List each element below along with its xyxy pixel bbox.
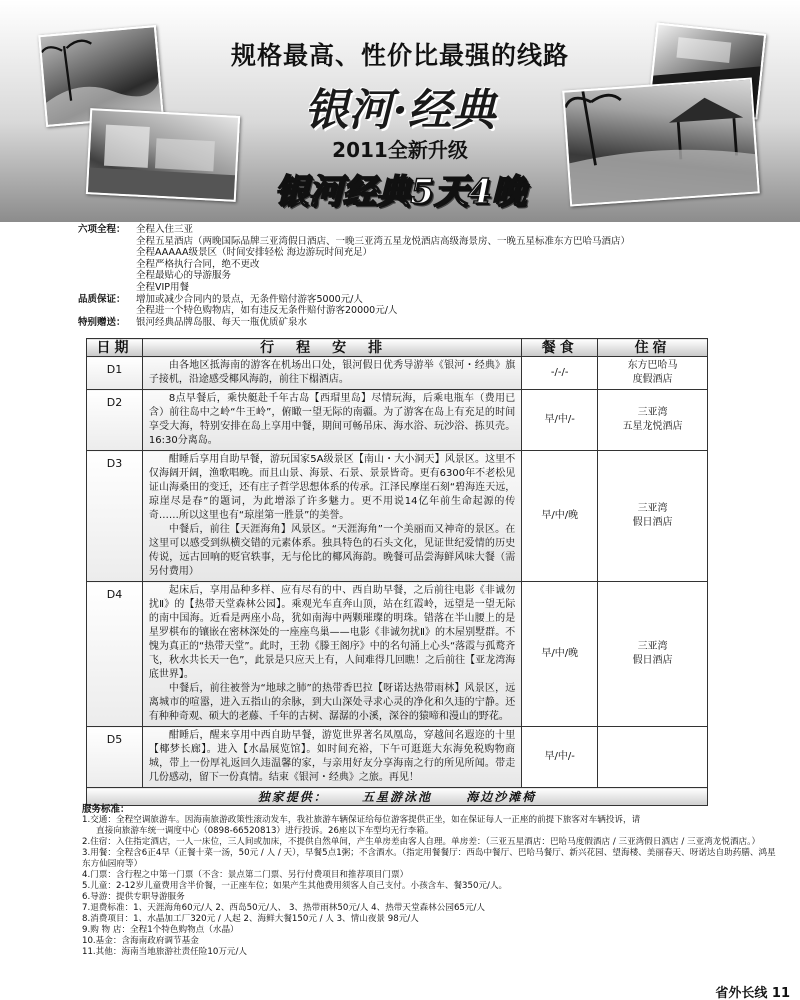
banner <box>0 0 800 222</box>
feature-item: 全程入住三亚 <box>136 224 194 235</box>
itinerary-row <box>87 451 708 582</box>
day-cell: D4 <box>87 582 143 727</box>
plan-paragraph: 酣睡后享用自助早餐，游玩国家5A级景区【南山・大小洞天】风景区。这里不仅海阔开阔，渔歌唱晚。而且山景、海景、石景、景景皆奇。更有6300年不老松见证山海桑田的变迁，还有庄子哲学思想体系的传承。江泽民摩崖石刻“碧海连天远，琼崖尽是春”的题词，为此增添了许多魅力。更不用说14亿年前生命起源的传奇……所以这里也有“琼崖第一胜景”的美誉。 <box>148 454 516 521</box>
meal-cell: -/-/- <box>522 357 598 390</box>
hotel-cell <box>598 727 708 788</box>
hotel-line: 假日酒店 <box>632 655 673 666</box>
feature-group <box>78 224 778 294</box>
upgrade-tagline: 2011全新升级 <box>332 138 468 162</box>
standard-line: 4.门票：含行程之中第一门票（不含：景点第二门票、另行付费项目和推荐项目门票） <box>82 870 409 880</box>
day-cell: D2 <box>87 390 143 451</box>
day-cell: D1 <box>87 357 143 390</box>
plan-paragraph: 8点早餐后，乘快艇赴千年古岛【西瑁里岛】尽情玩海，后乘电瓶车（费用已含）前往岛中之岭“牛王岭”，俯瞰一望无际的南疆。为了游客在岛上有充足的时间享受大海，特别安排在岛上享用中餐，期间可畅吊床、海水浴、玩沙浴、拣贝壳。16:30分离岛。 <box>148 393 516 446</box>
header-meal: 餐食 <box>522 339 598 357</box>
hotel-line: 假日酒店 <box>632 517 673 528</box>
feature-item: 全程进一个特色购物店，如有违反无条件赔付游客20000元/人 <box>136 305 398 317</box>
itinerary-row <box>87 357 708 390</box>
itinerary-row <box>87 390 708 451</box>
plan-paragraph: 起床后，享用品种多样、应有尽有的中、西自助早餐，之后前往电影《非诚勿扰Ⅱ》的【热带天堂森林公园】。乘观光车直奔山顶，站在红霞岭，远望是一望无际的南中国海。近看是两座小岛，犹如南海中两颗璀璨的明珠。错落在半山腰上的是星罗棋布的镶嵌在密林深处的一座座鸟巢——电影《非诚勿扰Ⅱ》的木屋别墅群。不愧为真正的“热带天堂”。此时，王勃《滕王阁序》中的名句涌上心头“落霞与孤鹜齐飞，秋水共长天一色”，此景是只应天上有，人间难得几回瞧！之后前往【亚龙湾海底世界】。 <box>148 585 516 680</box>
plan-cell <box>142 451 521 582</box>
day-cell: D3 <box>87 451 143 582</box>
exclusive-item-beach-chair: 海边沙滩椅 <box>466 789 537 804</box>
service-standards <box>82 804 782 958</box>
plan-paragraph: 中餐后，前往被誉为“地球之肺”的热带香巴拉【呀诺达热带雨林】风景区，远离城市的喧嚣，进入五指山的余脉，到大山深处寻求心灵的净化和久违的宁静。还有种种奇观、硕大的老藤、千年的古树、潺潺的小溪，深谷的猿啼和漫山的野花。 <box>148 683 516 722</box>
itinerary-table <box>86 338 708 806</box>
meal-cell: 早/中/- <box>522 390 598 451</box>
header-hotel: 住宿 <box>598 339 708 357</box>
feature-label: 特别赠送： <box>78 316 126 328</box>
plan-cell <box>142 727 521 788</box>
hotel-line: 度假酒店 <box>632 374 673 385</box>
standard-line: 10.基金：含海南政府调节基金 <box>82 936 199 946</box>
feature-label: 品质保证： <box>78 293 126 305</box>
plan-cell <box>142 390 521 451</box>
standard-line: 7.退费标准：1、天涯海角60元/人 2、西岛50元/人、 3、热带雨林50元/人 4、热带天堂森林公园65元/人 <box>82 903 485 913</box>
feature-item: 增加或减少合同内的景点，无条件赔付游客5000元/人 <box>136 293 363 305</box>
hotel-cell <box>598 390 708 451</box>
hotel-cell <box>598 357 708 390</box>
standard-line: 3.用餐：全程含6正4早（正餐十菜一汤，50元 / 人 / 天），早餐5点1粥；不含酒水。（指定用餐餐厅：西岛中餐厅、巴哈马餐厅、新兴花园、望海楼、美丽春天、呀诺达自助药膳、鸿星东方仙园府等） <box>82 848 776 869</box>
hotel-line: 三亚湾 <box>637 407 668 418</box>
standards-title: 服务标准： <box>82 804 130 815</box>
meal-cell: 早/中/- <box>522 727 598 788</box>
hotel-line: 三亚湾 <box>637 641 668 652</box>
plan-cell <box>142 357 521 390</box>
meal-cell: 早/中/晚 <box>522 451 598 582</box>
feature-items <box>136 224 778 294</box>
feature-item: 全程最贴心的导游服务 <box>136 270 232 282</box>
standard-line: 直接向旅游车统一调度中心（0898-66520813）进行投诉。26座以下车型均无行李箱。 <box>96 826 434 836</box>
exclusive-item-pool: 五星游泳池 <box>361 789 432 804</box>
standard-line: 8.消费项目：1、水晶加工厂320元 / 人起 2、海鲜大餐150元 / 人 3、情山夜景 98元/人 <box>82 914 419 924</box>
page-footer: 省外长线 11 <box>715 986 790 1000</box>
hotel-line: 五星龙悦酒店 <box>622 421 683 432</box>
feature-item: 全程严格执行合同，绝不更改 <box>136 258 260 270</box>
feature-group <box>78 317 778 329</box>
exclusive-label: 独家提供： <box>257 789 328 804</box>
meal-cell: 早/中/晚 <box>522 582 598 727</box>
standard-line: 6.导游：提供专职导游服务 <box>82 892 185 902</box>
feature-item: 银河经典品牌岛服、每天一瓶优质矿泉水 <box>136 316 308 328</box>
hotel-line: 东方巴哈马 <box>627 360 678 371</box>
standard-line: 9.购 物 店：全程1个特色购物点（水晶） <box>82 925 239 935</box>
plan-paragraph: 由各地区抵海南的游客在机场出口处，银河假日优秀导游举《银河・经典》旗子接机，沿途感受椰风海韵，前往下榻酒店。 <box>148 360 516 385</box>
feature-item: 全程AAAAA级景区（时间安排轻松 海边游玩时间充足） <box>136 247 373 259</box>
standard-line: 11.其他：海南当地旅游社责任险10万元/人 <box>82 947 247 957</box>
header-plan: 行程安排 <box>142 339 521 357</box>
feature-item: 全程五星酒店（两晚国际品牌三亚湾假日酒店、一晚三亚湾五星龙悦酒店高级海景房、一晚五星标准东方巴哈马酒店） <box>136 235 631 247</box>
feature-group <box>78 294 778 317</box>
hotel-line: 三亚湾 <box>637 503 668 514</box>
hotel-cell <box>598 582 708 727</box>
features-section <box>78 224 778 328</box>
feature-items <box>136 294 778 317</box>
feature-item: 全程VIP用餐 <box>136 281 190 293</box>
standard-line: 5.儿童：2-12岁儿童费用含半价餐，一正座车位；如果产生其他费用须客人自己支付。小孩含车、餐350元/人。 <box>82 881 508 891</box>
day-cell: D5 <box>87 727 143 788</box>
standard-line: 2.住宿：入住指定酒店，一人一床位，三人间或加床，不提供自然单间，产生单房差由客人自理。单房差：（三亚五星酒店：巴哈马度假酒店 / 三亚湾假日酒店 / 三亚湾龙悦酒店。） <box>82 837 761 847</box>
hotel-cell <box>598 451 708 582</box>
exclusive-offer-row <box>87 788 708 806</box>
feature-label: 六项全程： <box>78 224 126 235</box>
feature-items <box>136 317 778 329</box>
plan-cell <box>142 582 521 727</box>
standard-line: 1.交通：全程空调旅游车。因海南旅游政策性滚动发车，我社旅游车辆保证给每位游客提供正坐，如在保证每人一正座的前提下旅客对车辆投诉，请 <box>82 815 641 825</box>
brand-logo-text: 银河·经典 <box>304 85 496 136</box>
itinerary-row <box>87 727 708 788</box>
route-title: 银河经典5天4晚 <box>274 172 526 212</box>
banner-slogan: 规格最高、性价比最强的线路 <box>230 41 569 70</box>
itinerary-row <box>87 582 708 727</box>
plan-paragraph: 酣睡后，醒来享用中西自助早餐，游览世界著名凤凰岛，穿越间名遐迩的十里【椰梦长廊】。进入【水晶展览馆】。如时间充裕，下午可逛逛大东海免税购物商城，带上一份厚礼返回久违温馨的家，与亲用好友分享海南之行的所见所闻。带走几份感动，留下一份真情。结束《银河・经典》之旅。再见！ <box>148 730 516 783</box>
header-day: 日期 <box>87 339 143 357</box>
plan-paragraph: 中餐后，前往【天涯海角】风景区。“天涯海角”一个美丽而又神奇的景区。在这里可以感受到纵横交错的元素体系。独具特色的石头文化，见证世纪爱情的历史传说，远古回响的贬官轶事，无与伦比的椰风海韵。晚餐可品尝海鲜风味大餐（需另付费用） <box>148 524 516 577</box>
itinerary-header-row <box>87 339 708 357</box>
